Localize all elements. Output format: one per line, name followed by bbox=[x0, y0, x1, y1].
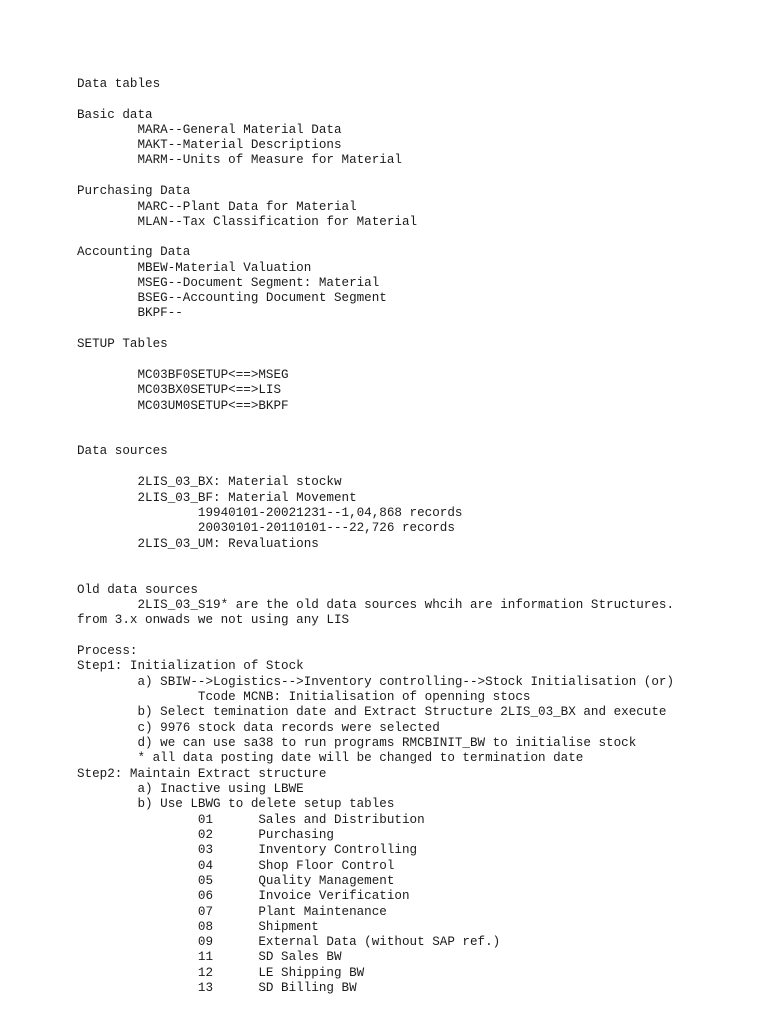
section-heading-accounting: Accounting Data bbox=[77, 245, 191, 259]
application-list-item: 13 SD Billing BW bbox=[77, 981, 357, 995]
application-list-item: 02 Purchasing bbox=[77, 828, 334, 842]
section-heading-old-sources: Old data sources bbox=[77, 583, 198, 597]
application-list-item: 05 Quality Management bbox=[77, 874, 395, 888]
table-entry-mseg: MSEG--Document Segment: Material bbox=[77, 276, 380, 290]
step2-item-a: a) Inactive using LBWE bbox=[77, 782, 304, 796]
section-heading-data-tables: Data tables bbox=[77, 77, 161, 91]
old-sources-note: from 3.x onwads we not using any LIS bbox=[77, 613, 350, 627]
section-heading-setup-tables: SETUP Tables bbox=[77, 337, 168, 351]
datasource-um: 2LIS_03_UM: Revaluations bbox=[77, 537, 319, 551]
section-heading-data-sources: Data sources bbox=[77, 444, 168, 458]
section-heading-basic-data: Basic data bbox=[77, 108, 153, 122]
application-list-item: 01 Sales and Distribution bbox=[77, 813, 425, 827]
step1-heading: Step1: Initialization of Stock bbox=[77, 659, 304, 673]
setup-entry-bx: MC03BX0SETUP<==>LIS bbox=[77, 383, 282, 397]
step2-item-b: b) Use LBWG to delete setup tables bbox=[77, 797, 395, 811]
datasource-bx: 2LIS_03_BX: Material stockw bbox=[77, 475, 342, 489]
datasource-bf: 2LIS_03_BF: Material Movement bbox=[77, 491, 357, 505]
step2-heading: Step2: Maintain Extract structure bbox=[77, 767, 327, 781]
old-sources-text: 2LIS_03_S19* are the old data sources whcih are information Structures. bbox=[77, 598, 675, 612]
setup-entry-um: MC03UM0SETUP<==>BKPF bbox=[77, 399, 289, 413]
table-entry-marc: MARC--Plant Data for Material bbox=[77, 200, 357, 214]
table-entry-mlan: MLAN--Tax Classification for Material bbox=[77, 215, 418, 229]
table-entry-marm: MARM--Units of Measure for Material bbox=[77, 153, 402, 167]
application-list-item: 11 SD Sales BW bbox=[77, 950, 342, 964]
datasource-bf-range-1: 19940101-20021231--1,04,868 records bbox=[77, 506, 463, 520]
application-list-item: 04 Shop Floor Control bbox=[77, 859, 395, 873]
application-list-item: 03 Inventory Controlling bbox=[77, 843, 418, 857]
table-entry-bseg: BSEG--Accounting Document Segment bbox=[77, 291, 387, 305]
application-list-item: 08 Shipment bbox=[77, 920, 319, 934]
step1-item-a: a) SBIW-->Logistics-->Inventory controlling-->Stock Initialisation (or) bbox=[77, 675, 675, 689]
step1-item-b: b) Select temination date and Extract Structure 2LIS_03_BX and execute bbox=[77, 705, 667, 719]
section-heading-purchasing: Purchasing Data bbox=[77, 184, 191, 198]
table-entry-bkpf: BKPF-- bbox=[77, 306, 183, 320]
setup-entry-bf: MC03BF0SETUP<==>MSEG bbox=[77, 368, 289, 382]
step1-item-d: d) we can use sa38 to run programs RMCBINIT_BW to initialise stock bbox=[77, 736, 637, 750]
section-heading-process: Process: bbox=[77, 644, 138, 658]
application-list-item: 06 Invoice Verification bbox=[77, 889, 410, 903]
application-list-item: 09 External Data (without SAP ref.) bbox=[77, 935, 501, 949]
step1-item-c: c) 9976 stock data records were selected bbox=[77, 721, 440, 735]
table-entry-makt: MAKT--Material Descriptions bbox=[77, 138, 342, 152]
application-list-item: 07 Plant Maintenance bbox=[77, 905, 387, 919]
step1-item-a-tcode: Tcode MCNB: Initialisation of openning stocs bbox=[77, 690, 531, 704]
application-list-item: 12 LE Shipping BW bbox=[77, 966, 365, 980]
step1-note: * all data posting date will be changed to termination date bbox=[77, 751, 584, 765]
datasource-bf-range-2: 20030101-20110101---22,726 records bbox=[77, 521, 455, 535]
table-entry-mara: MARA--General Material Data bbox=[77, 123, 342, 137]
table-entry-mbew: MBEW-Material Valuation bbox=[77, 261, 312, 275]
